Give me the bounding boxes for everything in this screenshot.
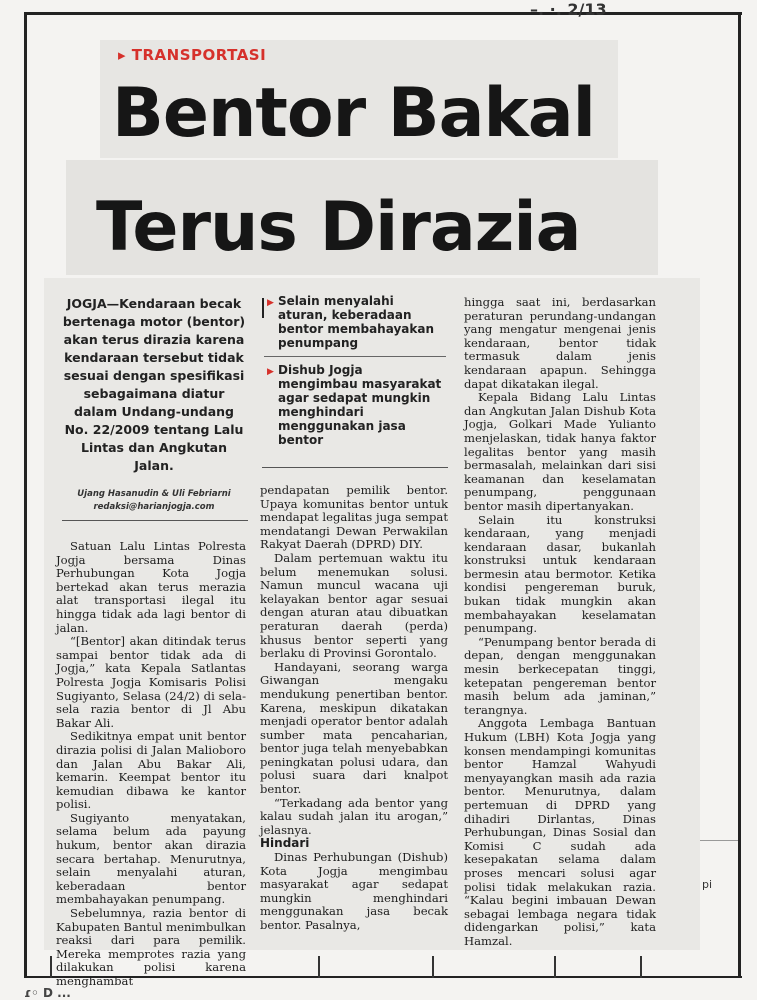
- paragraph: “[Bentor] akan ditindak terus sampai bentor tidak ada di Jogja,” kata Kepala Satlantas Polresta Jogja Komisaris Polisi Sugiyanto, Selasa (24/2) di sela-sela razia bentor di Jl Abu Bakar Ali.: [56, 634, 246, 730]
- column-2: [260, 484, 448, 933]
- paragraph: Kepala Bidang Lalu Lintas dan Angkutan Jalan Dishub Kota Jogja, Golkari Made Yulianto menjelaskan, tidak hanya faktor legalitas bentor yang masih bermasalah, melainkan dari sisi keamanan dan keselamatan penumpang, penggunaan bentor masih dipertanyakan.: [464, 390, 656, 513]
- headline-line-2: Terus Dirazia: [96, 188, 581, 267]
- paragraph: Satuan Lalu Lintas Polresta Jogja bersama Dinas Perhubungan Kota Jogja bertekad akan terus merazia alat transportasi ilegal itu hingga tidak ada lagi bentor di jalan.: [56, 539, 246, 635]
- handwritten-date: –. ·. 2/13: [530, 0, 607, 19]
- bottom-cropped-text: ɾ◦ D ...: [24, 986, 71, 1000]
- page-frame-top: [24, 12, 742, 15]
- paragraph: “Penumpang bentor berada di depan, dengan menggunakan mesin berkecepatan tinggi, ketepatan pengereman bentor masih belum ada jaminan,” terangnya.: [464, 634, 656, 717]
- page-frame-left: [24, 12, 27, 977]
- divider: [262, 467, 448, 468]
- subheading: Hindari: [260, 836, 310, 851]
- section-kicker: ▸ TRANSPORTASI: [118, 46, 267, 64]
- byline: [60, 488, 248, 514]
- column-3: [464, 296, 656, 949]
- divider: [264, 356, 446, 357]
- paragraph: Sedikitnya empat unit bentor dirazia polisi di Jalan Malioboro dan Jalan Abu Bakar Ali, kemarin. Keempat bentor itu kemudian dibawa ke kantor polisi.: [56, 729, 246, 812]
- paragraph: Dinas Perhubungan (Dishub) Kota Jogja mengimbau masyarakat agar sedapat mungkin menghindari menggunakan jasa becak bentor. Pasalnya,: [260, 850, 448, 932]
- paragraph: hingga saat ini, berdasarkan peraturan perundang-undangan yang mengatur mengenai jenis kendaraan, bentor tidak termasuk dalam jenis kendaraan apapun. Sehingga dapat dikatakan ilegal.: [464, 295, 656, 391]
- divider: [62, 520, 248, 521]
- byline-authors: Ujang Hasanudin & Uli Febriarni: [77, 489, 231, 499]
- lead-paragraph: JOGJA—Kendaraan becak bertenaga motor (bentor) akan terus dirazia karena kendaraan tersebut tidak sesuai dengan spesifikasi sebagaimana diatur dalam Undang-undang No. 22/2009 tentang Lalu Lintas dan Angkutan Jalan.: [62, 296, 246, 473]
- byline-email: redaksi@harianjogja.com: [93, 502, 215, 512]
- paragraph: “Terkadang ada bentor yang kalau sudah jalan itu arogan,” jelasnya.: [260, 795, 448, 837]
- headline-line-1: Bentor Bakal: [112, 74, 595, 153]
- paragraph: Selain itu konstruksi kendaraan, yang menjadi kendaraan dasar, bukanlah konstruksi untuk kendaraan bermesin atau bermotor. Ketika kondisi pengereman buruk, bukan tidak mungkin akan membahayakan keselamatan penumpang.: [464, 512, 656, 636]
- highlight-item: ▶ Selain menyalahi aturan, keberadaan bentor membahayakan penumpang: [267, 294, 434, 350]
- paragraph: pendapatan pemilik bentor. Upaya komunitas bentor untuk mendapat legalitas juga sempat mendatangi Dewan Perwakilan Rakyat Daerah (DPRD) DIY.: [260, 483, 448, 552]
- paragraph: Sugiyanto menyatakan, selama belum ada payung hukum, bentor akan dirazia secara bertahap. Menurutnya, selain menyalahi aturan, keberadaan bentor membahayakan penumpang.: [56, 810, 246, 907]
- triangle-bullet-icon: ▶: [267, 298, 274, 308]
- paragraph: Handayani, seorang warga Giwangan mengaku mendukung penertiban bentor. Karena, meskipun dikatakan menjadi operator bentor adalah sumber mata pencaharian, bentor juga telah menyebabkan peningkatan polusi udara, dan polusi suara dari knalpot bentor.: [260, 659, 448, 797]
- column-1: [56, 540, 246, 989]
- adjacent-clipping: [700, 840, 738, 951]
- page-frame-right: [738, 12, 741, 977]
- triangle-bullet-icon: ▶: [267, 367, 274, 377]
- paragraph: Sebelumnya, razia bentor di Kabupaten Bantul menimbulkan reaksi dari para pemilik. Mereka memprotes razia yang dilakukan polisi karena menghambat: [56, 906, 246, 988]
- adjacent-clipping-text: pi: [702, 878, 713, 891]
- paragraph: Dalam pertemuan waktu itu belum menemukan solusi. Namun muncul wacana uji kelayakan bentor agar sesuai dengan aturan atau dibuatkan peraturan daerah (perda) khusus bentor seperti yang berlaku di Provinsi Gorontalo.: [260, 550, 448, 661]
- highlights-box: [264, 294, 446, 447]
- paragraph: Anggota Lembaga Bantuan Hukum (LBH) Kota Jogja yang konsen mendampingi komunitas bentor Hamzal Wahyudi menyayangkan masih ada razia bentor. Menurutnya, dalam pertemuan di DPRD yang dihadiri Dirlantas, Dinas Perhubungan, Dinas Sosial dan Komisi C sudah ada kesepakatan selama dalam proses mencari solusi agar polisi tidak melakukan razia. “Kalau begini imbauan Dewan sebagai lembaga negara tidak didengarkan polisi,” kata Hamzal.: [464, 716, 656, 948]
- highlight-item: ▶ Dishub Jogja mengimbau masyarakat agar sedapat mungkin menghindari menggunakan jasa bentor: [267, 363, 442, 447]
